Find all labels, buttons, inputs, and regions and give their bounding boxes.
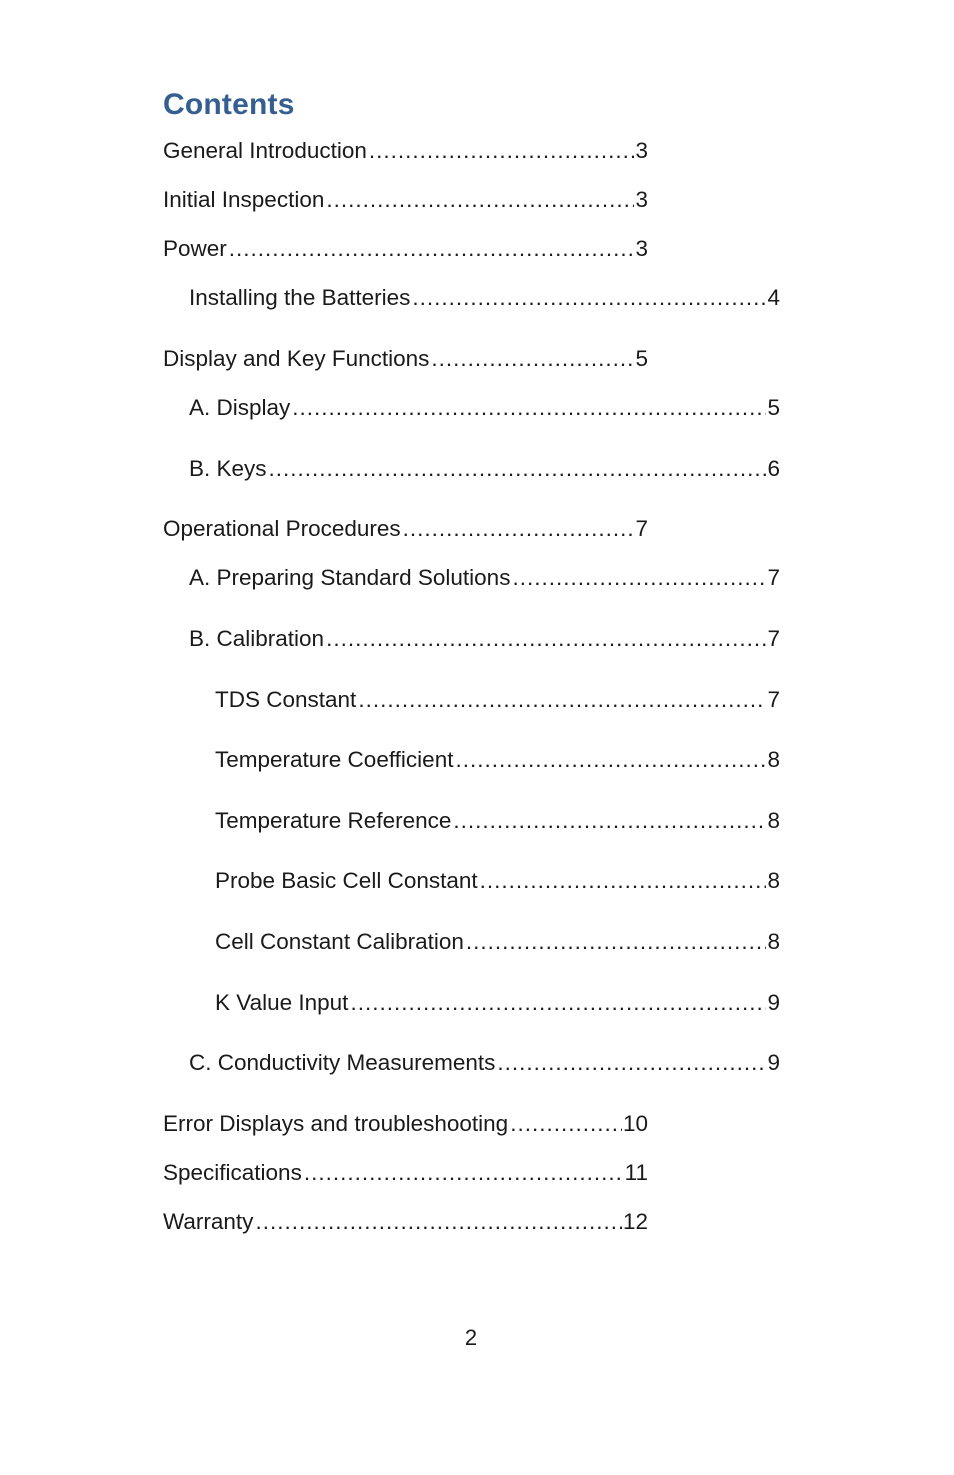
toc-entry-label: Warranty	[163, 1209, 254, 1234]
toc-entry-label: A. Display	[189, 395, 291, 420]
toc-leader-dots	[326, 185, 634, 215]
toc-entry-page: 7	[767, 626, 780, 651]
toc-entry-label: Error Displays and troubleshooting	[163, 1111, 509, 1136]
toc-entry-b-calibration[interactable]	[189, 624, 780, 654]
toc-leader-dots	[431, 344, 634, 374]
toc-entry-c-conductivity-measurements[interactable]	[189, 1048, 780, 1078]
toc-entry-label: General Introduction	[163, 138, 367, 163]
toc-entry-label: Specifications	[163, 1160, 302, 1185]
page-number	[0, 1323, 954, 1353]
toc-entry-page: 10	[622, 1111, 648, 1136]
toc-entry-page: 3	[635, 138, 648, 163]
toc-entry-page: 12	[622, 1209, 648, 1234]
toc-entry-label: C. Conductivity Measurements	[189, 1050, 496, 1075]
toc-leader-dots	[466, 927, 767, 957]
toc-entry-label: Display and Key Functions	[163, 346, 430, 371]
toc-leader-dots	[255, 1207, 622, 1237]
toc-entry-cell-constant-calibration[interactable]	[215, 927, 780, 957]
toc-leader-dots	[326, 624, 766, 654]
toc-entry-display-and-key-functions[interactable]	[163, 344, 648, 374]
toc-leader-dots	[512, 563, 766, 593]
toc-entry-tds-constant[interactable]	[215, 685, 780, 715]
toc-entry-installing-the-batteries[interactable]	[189, 283, 780, 313]
toc-entry-label: A. Preparing Standard Solutions	[189, 565, 511, 590]
toc-leader-dots	[412, 283, 766, 313]
toc-entry-page: 11	[624, 1160, 648, 1185]
toc-entry-page: 3	[635, 187, 648, 212]
toc-entry-page: 8	[767, 808, 780, 833]
toc-entry-page: 8	[767, 929, 780, 954]
toc-entry-k-value-input[interactable]	[215, 988, 780, 1018]
toc-entry-page: 6	[767, 456, 780, 481]
toc-leader-dots	[292, 393, 766, 423]
toc-entry-label: Cell Constant Calibration	[215, 929, 464, 954]
toc-entry-power[interactable]	[163, 234, 648, 264]
toc-entry-page: 7	[635, 516, 648, 541]
toc-entry-page: 3	[635, 236, 648, 261]
toc-entry-page: 9	[767, 1050, 780, 1075]
page-title: Contents	[163, 88, 295, 121]
toc-entry-label: Temperature Reference	[215, 808, 452, 833]
toc-leader-dots	[369, 136, 635, 166]
toc-entry-temperature-reference[interactable]	[215, 806, 780, 836]
toc-entry-initial-inspection[interactable]	[163, 185, 648, 215]
toc-entry-a-preparing-standard-solutions[interactable]	[189, 563, 780, 593]
toc-entry-label: TDS Constant	[215, 687, 357, 712]
toc-entry-label: Installing the Batteries	[189, 285, 411, 310]
toc-leader-dots	[480, 866, 767, 896]
toc-entry-label: B. Keys	[189, 456, 267, 481]
toc-leader-dots	[403, 514, 635, 544]
toc-leader-dots	[453, 806, 766, 836]
toc-entry-label: Initial Inspection	[163, 187, 325, 212]
toc-leader-dots	[350, 988, 766, 1018]
toc-entry-general-introduction[interactable]	[163, 136, 648, 166]
toc-entry-page: 4	[767, 285, 780, 310]
toc-leader-dots	[497, 1048, 766, 1078]
toc-entry-page: 8	[767, 747, 780, 772]
toc-entry-label: K Value Input	[215, 990, 349, 1015]
toc-leader-dots	[229, 234, 635, 264]
toc-entry-label: Operational Procedures	[163, 516, 401, 541]
toc-leader-dots	[510, 1109, 622, 1139]
toc-entry-page: 5	[767, 395, 780, 420]
toc-entry-label: Temperature Coefficient	[215, 747, 454, 772]
page-number-text: 2	[464, 1325, 478, 1350]
toc-entry-page: 8	[767, 868, 780, 893]
toc-leader-dots	[269, 454, 767, 484]
toc-entry-temperature-coefficient[interactable]	[215, 745, 780, 775]
toc-leader-dots	[304, 1158, 624, 1188]
toc-entry-label: Probe Basic Cell Constant	[215, 868, 478, 893]
toc-entry-page: 7	[767, 565, 780, 590]
toc-entry-label: Power	[163, 236, 227, 261]
toc-entry-page: 7	[767, 687, 780, 712]
toc-entry-label: B. Calibration	[189, 626, 325, 651]
toc-entry-a-display[interactable]	[189, 393, 780, 423]
toc-leader-dots	[358, 685, 766, 715]
toc-entry-page: 5	[635, 346, 648, 371]
toc-entry-page: 9	[767, 990, 780, 1015]
toc-entry-probe-basic-cell-constant[interactable]	[215, 866, 780, 896]
toc-entry-b-keys[interactable]	[189, 454, 780, 484]
toc-entry-operational-procedures[interactable]	[163, 514, 648, 544]
toc-leader-dots	[455, 745, 766, 775]
toc-entry-error-displays-and-troubleshooting[interactable]	[163, 1109, 648, 1139]
toc-entry-warranty[interactable]	[163, 1207, 648, 1237]
toc-entry-specifications[interactable]	[163, 1158, 648, 1188]
